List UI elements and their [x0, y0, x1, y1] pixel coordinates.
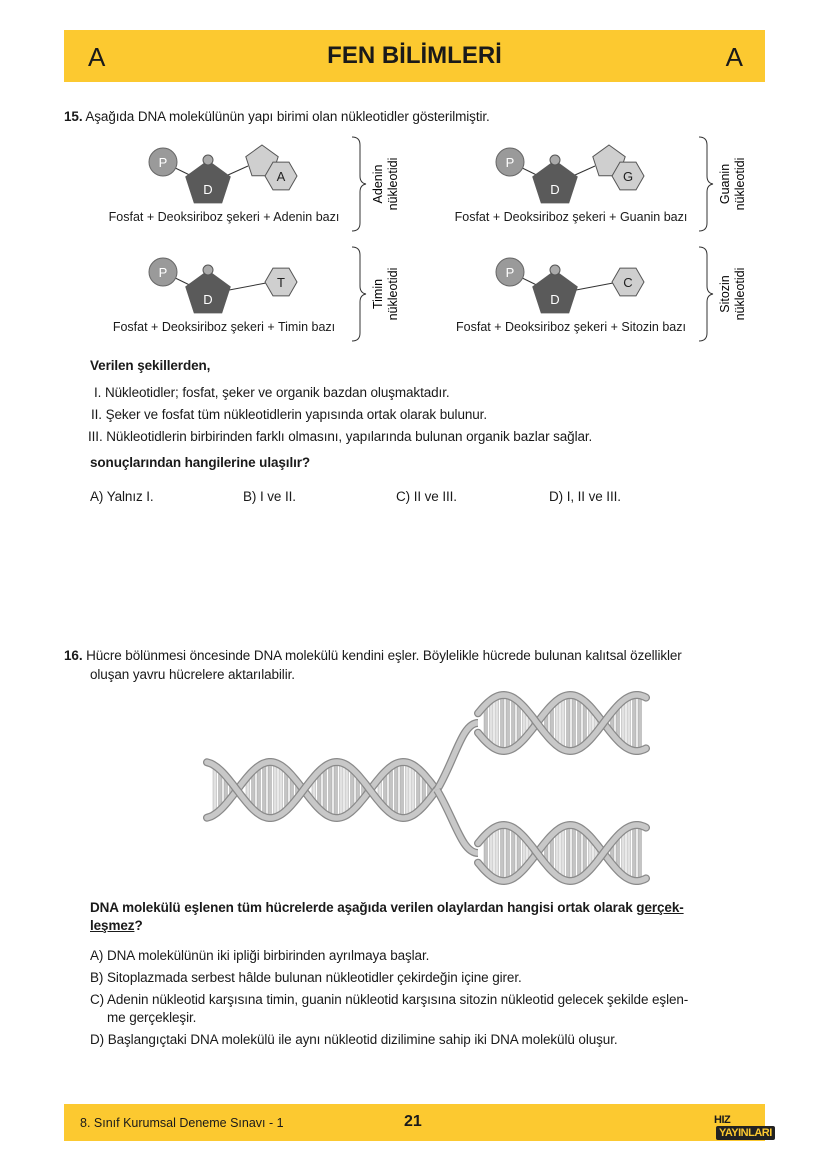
base-pair-rung	[556, 832, 560, 875]
base-pair-rung	[263, 764, 267, 816]
base-label: A	[276, 169, 286, 184]
option-label: A)	[90, 948, 104, 963]
base-label: C	[623, 275, 633, 290]
base-pair-rung	[638, 825, 642, 881]
option-label: D)	[90, 1032, 105, 1047]
option-c-continued[interactable]: me gerçekleşir.	[107, 1010, 197, 1025]
base-pair-rung	[627, 828, 631, 878]
base-pair-rung	[329, 764, 333, 816]
option-d[interactable]	[90, 1032, 618, 1047]
base-pair-rung	[257, 767, 261, 812]
base-pair-rung	[279, 764, 283, 815]
statement-text: Nükleotidlerin birbirinden farklı olmasını, yapılarında bulunan organik bazlar sağlar.	[106, 429, 593, 444]
base-pair-rung	[334, 762, 338, 818]
base-pair-rung	[340, 762, 344, 818]
statement-text: Şeker ve fosfat tüm nükleotidlerin yapısında ortak olarak bulunur.	[105, 407, 487, 422]
nucleotide-name: Sitozin	[718, 275, 732, 313]
phosphate-label: P	[505, 265, 515, 280]
sugar-label: D	[203, 292, 213, 307]
base-label: T	[277, 275, 285, 290]
base-pair-rung	[556, 702, 560, 745]
page-footer	[64, 1104, 772, 1141]
page-title: FEN BİLİMLERİ	[327, 42, 502, 69]
statement-text: Nükleotidler; fosfat, şeker ve organik bazdan oluşmaktadır.	[104, 385, 450, 400]
base-pair-rung	[501, 825, 505, 880]
lead-text: Verilen şekillerden,	[90, 358, 211, 373]
option-a[interactable]: A) Yalnız I.	[90, 489, 154, 504]
base-pair-rung	[578, 827, 582, 880]
stem-text: Aşağıda DNA molekülünün yapı birimi olan nükleotidler gösterilmiştir.	[85, 109, 490, 124]
question-text: DNA molekülü eşlenen tüm hücrelerde aşağıda verilen olaylardan hangisi ortak olarak	[90, 900, 637, 915]
base-pair-rung	[638, 695, 642, 751]
nucleotide-caption: Fosfat + Deoksiriboz şekeri + Guanin bazı	[454, 210, 688, 224]
base-pair-rung	[622, 832, 626, 874]
sugar-label: D	[550, 182, 560, 197]
option-b[interactable]: B) I ve II.	[243, 489, 296, 504]
question-line-1	[90, 900, 684, 915]
base-pair-rung	[345, 764, 349, 816]
question-emphasis: leşmez	[90, 918, 135, 933]
daughter-dna-helix-upper	[478, 695, 646, 751]
question-mark: ?	[134, 918, 143, 933]
option-text: DNA molekülünün iki ipliği birbirinden ayrılmaya başlar.	[106, 948, 430, 963]
option-b[interactable]	[90, 970, 522, 985]
base-pair-rung	[406, 762, 410, 818]
base-pair-rung	[512, 697, 516, 749]
option-d[interactable]: D) I, II ve III.	[549, 489, 621, 504]
booklet-letter-right: A	[725, 42, 743, 72]
question-text: sonuçlarından hangilerine ulaşılır?	[90, 455, 311, 470]
exam-name: 8. Sınıf Kurumsal Deneme Sınavı - 1	[80, 1116, 284, 1130]
base-pair-rung	[506, 825, 510, 881]
base-pair-rung	[627, 698, 631, 748]
statement-num: II.	[91, 407, 102, 422]
option-c[interactable]: C) II ve III.	[396, 489, 457, 504]
publisher-logo	[714, 1114, 775, 1140]
base-pair-rung	[400, 762, 404, 817]
base-pair-rung	[567, 695, 571, 750]
statement-num: I.	[94, 385, 102, 400]
base-pair-rung	[323, 768, 327, 813]
base-pair-rung	[572, 825, 576, 881]
base-pair-rung	[633, 696, 637, 751]
base-pair-rung	[501, 695, 505, 750]
daughter-dna-helix-lower	[478, 825, 646, 881]
base-pair-rung	[561, 828, 565, 879]
question-line-2	[90, 918, 143, 933]
logo-text: YAYINLARI	[716, 1126, 775, 1140]
base-pair-rung	[389, 768, 393, 812]
nucleotide-name: nükleotidi	[386, 267, 400, 321]
phosphate-label: P	[158, 265, 168, 280]
base-pair-rung	[490, 701, 494, 745]
base-pair-rung	[567, 825, 571, 880]
base-pair-rung	[572, 695, 576, 751]
stem-line-2: oluşan yavru hücrelere aktarılabilir.	[90, 667, 295, 682]
base-label: G	[622, 169, 634, 184]
option-a[interactable]	[90, 948, 429, 963]
nucleotide-name: Adenin	[371, 164, 385, 204]
phosphate-label: P	[505, 155, 515, 170]
base-pair-rung	[411, 764, 415, 816]
branch-strand-lower	[437, 790, 478, 853]
base-pair-rung	[213, 765, 217, 816]
base-pair-rung	[561, 698, 565, 749]
sugar-label: D	[550, 292, 560, 307]
nucleotide-caption: Fosfat + Deoksiriboz şekeri + Sitozin bazı	[456, 320, 686, 334]
base-pair-rung	[490, 831, 494, 875]
option-text: Başlangıçtaki DNA molekülü ile aynı nükleotid dizilimine sahip iki DNA molekülü oluşur.	[107, 1032, 618, 1047]
nucleotide-name: nükleotidi	[386, 157, 400, 211]
option-c[interactable]	[90, 992, 688, 1007]
nucleotide-name: nükleotidi	[733, 267, 747, 321]
base-pair-rung	[495, 827, 499, 878]
option-label: B)	[90, 970, 104, 985]
sugar-label: D	[203, 182, 213, 197]
nucleotide-caption: Fosfat + Deoksiriboz şekeri + Adenin bazı	[108, 210, 340, 224]
base-pair-rung	[633, 826, 637, 881]
question-emphasis: gerçek-	[636, 900, 684, 915]
base-pair-rung	[268, 762, 272, 818]
nucleotide-name: Guanin	[718, 163, 732, 205]
page-number: 21	[404, 1113, 422, 1130]
nucleotide-name: nükleotidi	[733, 157, 747, 211]
question-number: 15.	[64, 109, 83, 124]
logo-text: HIZ	[714, 1114, 731, 1126]
stem-text: Hücre bölünmesi öncesinde DNA molekülü kendini eşler. Böylelikle hücrede bulunan kalıtsal özellikler	[86, 648, 682, 663]
base-pair-rung	[622, 702, 626, 744]
base-pair-rung	[274, 762, 278, 817]
phosphate-label: P	[158, 155, 168, 170]
option-label: C)	[90, 992, 105, 1007]
statement-num: III.	[88, 429, 103, 444]
nucleotide-name: Timin	[371, 278, 385, 310]
base-pair-rung	[578, 697, 582, 750]
base-pair-rung	[495, 697, 499, 748]
base-pair-rung	[395, 764, 399, 815]
booklet-letter-left: A	[88, 42, 106, 72]
question-number: 16.	[64, 648, 83, 663]
option-text: Adenin nükleotid karşısına timin, guanin nükleotid karşısına sitozin nükleotid gelecek şekilde eşlen-	[106, 992, 689, 1007]
base-pair-rung	[506, 695, 510, 751]
option-text: Sitoplazmada serbest hâlde bulunan nükleotidler çekirdeğin içine girer.	[106, 970, 522, 985]
nucleotide-caption: Fosfat + Deoksiriboz şekeri + Timin bazı	[112, 320, 336, 334]
parent-dna-helix	[207, 762, 437, 818]
base-pair-rung	[512, 827, 516, 879]
